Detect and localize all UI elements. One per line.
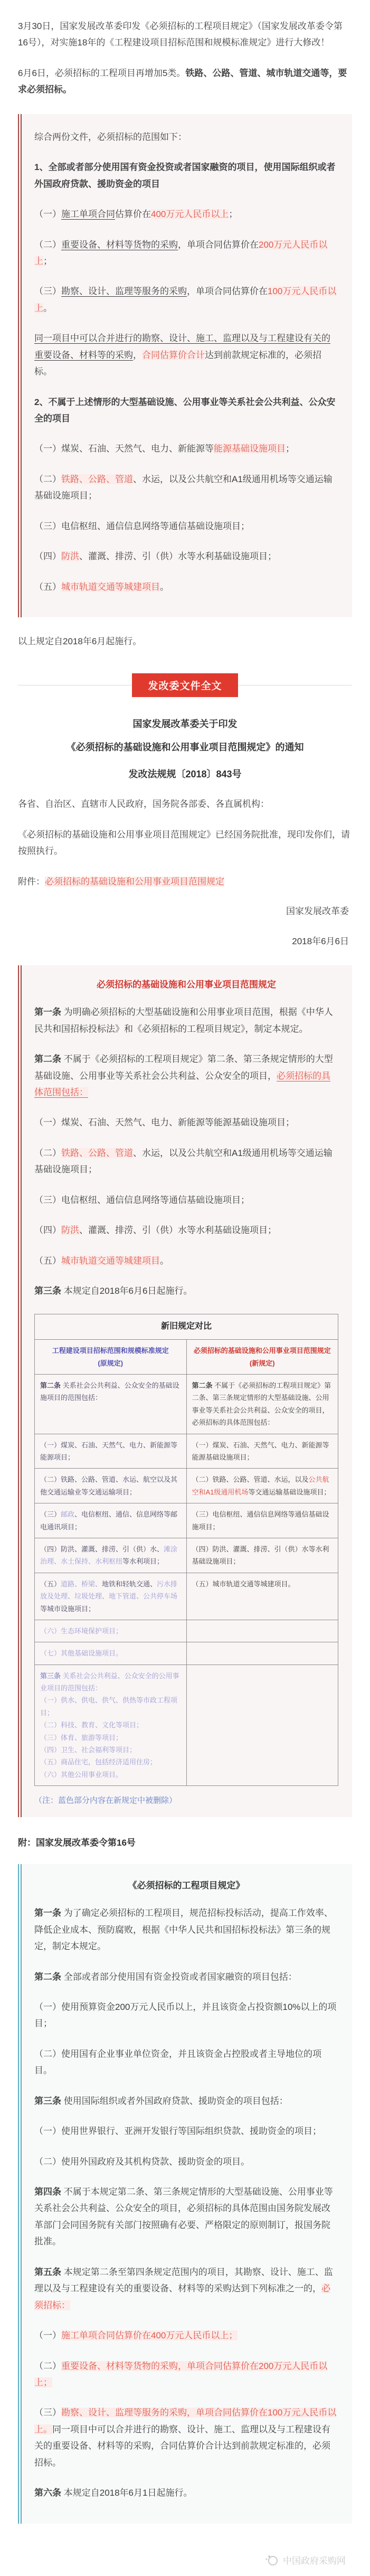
- old-header-sub: (原规定): [98, 1359, 124, 1367]
- table-title-row: [35, 1314, 338, 1340]
- table-row: [35, 1375, 338, 1434]
- table-row: [35, 1503, 338, 1538]
- new-cell-empty: [186, 1642, 338, 1665]
- item-mid: ，单项合同估算价在: [178, 239, 259, 250]
- cat-end: 、灌溉、排涝、引（供）水等水利基础设施项目；: [79, 551, 277, 562]
- cell-text: 不属于《必须招标的工程项目规定》第二条、第三条规定情形的大型基础设施、公用事业等关系社会公共利益、公众安全的项目，必须招标的具体范围包括：: [192, 1381, 331, 1427]
- item-underline: 重要设备、材料等货物的采购: [61, 239, 178, 250]
- article-label: 第三条: [34, 2095, 61, 2106]
- cat-red: 能源基础设施项目: [214, 444, 286, 454]
- article-label: 第六条: [34, 2488, 61, 2498]
- notice-recipients: 各省、自治区、直辖市人民政府，国务院各部委、各直属机构：: [18, 799, 269, 810]
- item-prefix: （二）: [34, 239, 61, 250]
- cell-line: （一）供水、供电、供气、供热等市政工程项目；: [40, 1696, 178, 1717]
- attachment-heading: 附：国家发展改革委令第16号: [18, 1838, 136, 1848]
- article-label: 第二条: [34, 1971, 61, 1982]
- article-text: 不属于本规定第二条、第三条规定情形的大型基础设施、公用事业等关系社会公共利益、公众安全的项目，必须招标的具体范围由国务院发展改革部门会同国务院有关部门按照确有必要、严格限定的原则制订，报国务院批准。: [34, 2187, 333, 2247]
- cat-pre: （五）: [34, 1255, 61, 1266]
- cat-red: 铁路、公路、管道: [61, 474, 133, 484]
- reg2018-cat-4: [34, 1222, 338, 1238]
- item-rest: 同一项目中可以合并进行的勘察、设计、施工、监理以及与工程建设有关的重要设备、材料等的采购，合同估算价合计达到前款规定标准的，必须招标。: [34, 2424, 330, 2468]
- new-regulation-header: [186, 1340, 338, 1375]
- old-regulation-header: [35, 1340, 187, 1375]
- reg2018-cat-5: [34, 1253, 338, 1269]
- article-label: 第二条: [34, 1054, 61, 1065]
- new-cell: （五）城市轨道交通等城建项目。: [186, 1573, 338, 1620]
- old-cell: （七）其他基础设施项目。: [35, 1642, 187, 1665]
- cell-text: 、电信枢纽、通信、信息网络等邮电通讯项目；: [40, 1510, 178, 1531]
- reg16-a5-item-2: [34, 2358, 338, 2391]
- item-prefix: （一）: [34, 2330, 61, 2341]
- reg2018-article-2: [34, 1051, 338, 1101]
- cat-pre: （五）: [34, 581, 61, 592]
- cell-bold: 第二条: [40, 1381, 61, 1390]
- intro-paragraph-2: [18, 65, 352, 98]
- cat-end: 。: [160, 1255, 169, 1266]
- article-label: 第一条: [34, 1007, 61, 1018]
- reg16-a3-item-1: （一）使用世界银行、亚洲开发银行等国际组织贷款、援助资金的项目；: [34, 2126, 321, 2137]
- item-prefix: （三）: [34, 2408, 61, 2418]
- regulation-2018-title: 必须招标的基础设施和公用事业项目范围规定: [97, 980, 276, 990]
- cell-text: （二）铁路、公路、管道、水运，以及: [192, 1475, 309, 1484]
- item-end: 。: [43, 303, 52, 313]
- item-mid: 估算价在: [115, 209, 151, 220]
- article-text: 本规定第二条至第四条规定范围内的项目，其勘察、设计、施工、监理以及与工程建设有关的重要设备、材料等的采购达到下列标准之一的，: [34, 2267, 333, 2294]
- summary-item-3: [34, 283, 338, 316]
- cell-text: 地铁和轻轨交通、: [102, 1580, 157, 1588]
- article-label: 第一条: [34, 1908, 61, 1919]
- reg16-a2-item-2: （二）使用国有企业事业单位资金，并且该资金占控股或者主导地位的项目。: [34, 2048, 321, 2076]
- article-text: 使用国际组织或者外国政府贷款、援助资金的项目包括：: [63, 2095, 288, 2106]
- cat-red: 城市轨道交通等城建项目: [61, 1255, 160, 1266]
- reg16-a5-item-3: [34, 2404, 338, 2471]
- old-header-text: 工程建设项目招标范围和规模标准规定: [52, 1347, 169, 1355]
- cell-text: 关系社会公共利益、公众安全的公用事业项目的范围包括：: [40, 1671, 179, 1693]
- old-cell: [35, 1538, 187, 1573]
- old-cell: （六）生态环境保护项目；: [35, 1620, 187, 1642]
- new-cell: [186, 1375, 338, 1434]
- article-label: 第五条: [34, 2267, 61, 2277]
- cell-bold: 第三条: [40, 1671, 61, 1680]
- signature-date: 2018年6月6日: [292, 936, 349, 946]
- item-red: 勘察、设计、监理等服务的采购，单项合同估算价在100万元人民币以上。: [34, 2408, 337, 2434]
- item-red: 施工单项合同估算价在400万元人民币以上；: [61, 2330, 238, 2341]
- reg16-a2-item-1: （一）使用预算资金200万元人民币以上，并且该资金占投资额10%以上的项目；: [34, 2001, 337, 2029]
- cell-text: 等城市设施项目；: [40, 1604, 96, 1613]
- new-header-sub: (新规定): [249, 1359, 275, 1367]
- cat-pre: （二）: [34, 1148, 61, 1158]
- table-row: [35, 1434, 338, 1469]
- reg16-article-4: [34, 2184, 338, 2250]
- reg16-a3-item-2: （二）使用外国政府及其机构贷款、援助资金的项目。: [34, 2156, 250, 2167]
- table-row: [35, 1538, 338, 1573]
- table-row: [35, 1573, 338, 1620]
- cell-line: （二）科技、教育、文化等项目；: [40, 1721, 144, 1729]
- reg2018-cat-1: （一）煤炭、石油、天然气、电力、新能源等能源基础设施项目；: [34, 1117, 295, 1128]
- table-row: [35, 1620, 338, 1642]
- table-row: [35, 1665, 338, 1786]
- cat-end: 、灌溉、排涝、引（供）水等水利基础设施项目；: [79, 1225, 277, 1236]
- regulation-2018-blockquote: [18, 965, 352, 1817]
- cell-text: 关系社会公共利益、公众安全的基础设施项目的范围包括：: [40, 1381, 179, 1402]
- cat-pre: （二）: [34, 474, 61, 484]
- item-end: ；: [43, 256, 52, 266]
- reg2018-article-1: [34, 1004, 338, 1037]
- cell-line: （六）其他公用事业项目。: [40, 1770, 123, 1779]
- summary-cat-2: [34, 471, 338, 504]
- regulation-16-title: 《必须招标的工程项目规定》: [128, 1881, 245, 1891]
- intro-p2-normal: 6月6日，必须招标的工程项目再增加5类。: [18, 68, 186, 78]
- site-watermark: [18, 2540, 352, 2576]
- cell-text: （三）: [40, 1510, 61, 1519]
- old-cell: （一）煤炭、石油、天然气、电力、新能源等能源项目；: [35, 1434, 187, 1469]
- item-end: ；: [229, 209, 238, 220]
- cpgpn-logo-icon: [265, 2554, 279, 2565]
- item-threshold: 400万元人民币以上: [151, 209, 229, 220]
- item-mid: ，单项合同估算价在: [187, 286, 268, 297]
- merge-red: 合同估算价合计: [142, 350, 205, 360]
- old-cell: [35, 1375, 187, 1434]
- new-cell: [186, 1469, 338, 1503]
- cat-end: 、水运，以及公共航空和A1级通用机场等交通运输基础设施项目；: [34, 474, 333, 501]
- reg16-article-6: [34, 2485, 338, 2501]
- cell-deleted: 污水排放及处理、垃圾处理、地下管道、公共停车场: [40, 1580, 178, 1601]
- cell-text: （五）: [40, 1580, 61, 1588]
- new-cell: （一）煤炭、石油、天然气、电力、新能源等能源基础设施项目；: [186, 1434, 338, 1469]
- item-prefix: （三）: [34, 286, 61, 297]
- reg2018-cat-2: [34, 1145, 338, 1178]
- summary-cat-5: [34, 579, 338, 595]
- cat-red: 防洪: [61, 1225, 79, 1236]
- table-footnote: （注：蓝色部分内容在新规定中被删除）: [34, 1796, 177, 1806]
- cat-end: 。: [160, 581, 169, 592]
- cell-line: （五）商品住宅，包括经济适用住房；: [40, 1758, 157, 1766]
- item-threshold: 200万元人民币以上: [34, 239, 328, 266]
- cell-text: （四）防洪、灌溉、排涝、引（供）水、: [40, 1545, 164, 1553]
- attachment-link[interactable]: 必须招标的基础设施和公用事业项目范围规定: [45, 876, 224, 887]
- effective-note: 以上规定自2018年6月起施行。: [18, 636, 142, 647]
- item-threshold: 100万元人民币以上: [34, 286, 337, 313]
- cell-deleted: 道路、桥梁、: [61, 1580, 102, 1588]
- cell-text: 等水利项目；: [122, 1557, 164, 1566]
- cell-line: （三）体育、旅游等项目；: [40, 1733, 123, 1742]
- article-text: 为了确定必须招标的工程项目，规范招标投标活动，提高工作效率、降低企业成本、预防腐败，根据《中华人民共和国招标投标法》第三条的规定，制定本规定。: [34, 1908, 333, 1952]
- summary-cat-1: [34, 440, 338, 457]
- summary-heading-2: 2、不属于上述情形的大型基础设施、公用事业等关系社会公共利益、公众安全的项目: [34, 397, 336, 424]
- cat-red: 防洪: [61, 551, 79, 562]
- new-cell: （四）防洪、灌溉、排涝、引（供）水等水利基础设施项目；: [186, 1538, 338, 1573]
- watermark-text: 中国政府采购网: [283, 2555, 346, 2566]
- merge-underline: 同一项目中可以合并进行的勘察、设计、施工、监理以及与工程建设有关的重要设备、材料等的采购: [34, 333, 330, 360]
- cat-pre: （四）: [34, 1225, 61, 1236]
- item-red: 重要设备、材料等货物的采购，单项合同估算价在200万元人民币以上；: [34, 2361, 328, 2387]
- reg16-a5-item-1: [34, 2327, 338, 2344]
- old-cell: [35, 1665, 187, 1786]
- summary-item-2: [34, 237, 338, 270]
- summary-cat-3: （三）电信枢纽、通信信息网络等通信基础设施项目；: [34, 521, 250, 531]
- cat-pre: （一）煤炭、石油、天然气、电力、新能源等: [34, 444, 214, 454]
- new-cell-empty: [186, 1620, 338, 1642]
- new-header-text: 必须招标的基础设施和公用事业项目范围规定: [193, 1347, 331, 1355]
- reg16-article-1: [34, 1905, 338, 1954]
- item-prefix: （一）: [34, 209, 61, 220]
- reg16-article-3: [34, 2093, 338, 2109]
- table-row: [35, 1469, 338, 1503]
- new-cell: （三）电信枢纽、通信信息网络等通信基础设施项目；: [186, 1503, 338, 1538]
- section-divider: [18, 673, 352, 697]
- new-cell-empty: [186, 1665, 338, 1786]
- intro-paragraph-1: 3月30日，国家发展改革委印发《必须招标的工程项目规定》（国家发展改革委令第16号），对实施18年的《工程建设项目招标范围和规模标准规定》进行大修改！: [18, 21, 343, 48]
- old-cell: [35, 1573, 187, 1620]
- summary-heading-1: 1、全部或者部分使用国有资金投资或者国家融资的项目，使用国际组织或者外国政府贷款、援助资金的项目: [34, 162, 336, 189]
- intro-p2-bold: 铁路、公路、管道、城市轨道交通等，要求必须招标。: [18, 68, 347, 95]
- item-underline: 施工单项合同: [61, 209, 115, 220]
- article-label: 第三条: [34, 1286, 61, 1296]
- merge-rest: 达到前款规定标准的，必须招标。: [34, 350, 321, 377]
- regulation-16-blockquote: [18, 1864, 352, 2523]
- reg16-article-5: [34, 2264, 338, 2314]
- table-row: [35, 1642, 338, 1665]
- summary-merge-clause: [34, 330, 338, 380]
- reg2018-cat-3: （三）电信枢纽、通信信息网络等通信基础设施项目；: [34, 1195, 250, 1205]
- cat-end: 、水运，以及公共航空和A1级通用机场等交通运输基础设施项目；: [34, 1148, 333, 1175]
- old-cell: [35, 1503, 187, 1538]
- article-text: 不属于《必须招标的工程项目规定》第二条、第三条规定情形的大型基础设施、公用事业等关系社会公共利益、公众安全的项目，: [34, 1054, 333, 1081]
- notice-title-line-1: 国家发展改革委关于印发: [132, 718, 238, 729]
- cell-line: （四）卫生、社会福利等项目；: [40, 1746, 137, 1754]
- merge-comma: ，: [133, 350, 142, 360]
- notice-title-line-2: 《必须招标的基础设施和公用事业项目范围规定》的通知: [66, 742, 304, 753]
- article-label: 第四条: [34, 2187, 61, 2197]
- old-cell: （二）铁路、公路、管道、水运、航空以及其他交通运输业等交通运输项目；: [35, 1469, 187, 1503]
- reg2018-article-3: [34, 1283, 338, 1299]
- article-red: 必须招标：: [34, 2283, 330, 2310]
- attachment-label: 附件：: [18, 876, 45, 887]
- cell-deleted: 邮政: [61, 1510, 75, 1519]
- summary-blockquote: [18, 114, 352, 617]
- summary-item-1: [34, 206, 338, 222]
- summary-lead: 综合两份文件，必须招标的范围如下：: [34, 131, 187, 142]
- cat-pre: （四）: [34, 551, 61, 562]
- cat-end: ；: [286, 444, 295, 454]
- cell-text: 等交通运输基础设施项目；: [248, 1488, 331, 1496]
- article-text: 本规定自2018年6月6日起施行。: [63, 1286, 193, 1296]
- notice-doc-number: 发改法规规〔2018〕843号: [128, 768, 242, 779]
- article-text: 全部或者部分使用国有资金投资或者国家融资的项目包括：: [63, 1971, 297, 1982]
- fgw-fulltext-badge: 发改委文件全文: [132, 673, 238, 697]
- reg16-article-2: [34, 1969, 338, 1985]
- cat-red: 铁路、公路、管道: [61, 1148, 133, 1158]
- notice-body: 《必须招标的基础设施和公用事业项目范围规定》已经国务院批准，现印发你们，请按照执行。: [18, 829, 350, 857]
- comparison-table: [34, 1314, 338, 1786]
- item-prefix: （二）: [34, 2361, 61, 2371]
- table-title: 新旧规定对比: [35, 1314, 338, 1340]
- item-underline: 勘察、设计、监理等服务的采购: [61, 286, 187, 297]
- cell-red: 公共航空和A1级通用机场: [192, 1475, 329, 1496]
- article-text: 为明确必须招标的大型基础设施和公用事业项目范围，根据《中华人民共和国招标投标法》和《必须招标的工程项目规定》，制定本规定。: [34, 1007, 333, 1034]
- cell-bold: 第二条: [192, 1381, 213, 1390]
- article-red: 必须招标的具体范围包括：: [34, 1070, 330, 1097]
- cat-red: 城市轨道交通等城建项目: [61, 581, 160, 592]
- table-header-row: [35, 1340, 338, 1375]
- article-text: 本规定自2018年6月1日起施行。: [63, 2488, 193, 2498]
- cell-deleted: 滩涂治理、水土保持、水利枢纽: [40, 1545, 178, 1566]
- signature-org: 国家发展改革委: [286, 906, 349, 917]
- notice-attachment-line: [18, 873, 352, 890]
- summary-cat-4: [34, 548, 338, 565]
